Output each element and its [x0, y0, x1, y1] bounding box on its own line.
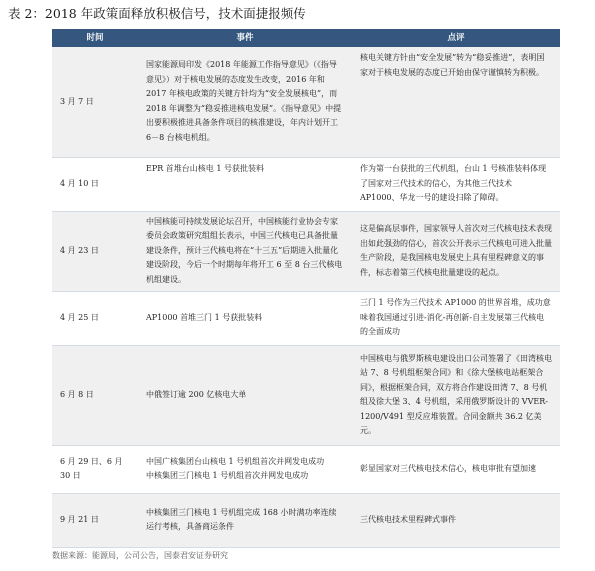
data-source-note: 数据来源：能源局，公司公告，国泰君安证券研究	[52, 551, 228, 560]
table-row	[52, 157, 560, 211]
row-date: 3 月 7 日	[52, 47, 138, 157]
events-table	[52, 29, 560, 548]
table-title: 表 2：2018 年政策面释放积极信号，技术面捷报频传	[8, 6, 306, 21]
header-time: 时间	[52, 29, 138, 47]
table-header-row	[52, 29, 560, 47]
table-row	[52, 345, 560, 445]
row-date: 9 月 21 日	[52, 493, 138, 547]
table-row	[52, 445, 560, 493]
table-row	[52, 291, 560, 345]
row-comment: 三门 1 号作为三代技术 AP1000 的世界首堆，成功意味着我国通过引进-消化-再创新-自主发展第三代核电的全面成功	[352, 291, 560, 345]
row-date: 4 月 10 日	[52, 157, 138, 211]
row-event: 国家能源局印发《2018 年能源工作指导意见》（《指导意见》）对于核电发展的态度发生改变，2016 年和 2017 年核电政策的关键方针均为“安全发展核电”，而 2018 年调整为“稳妥推进核电发展”。《指导意见》中提出要积极推进具备条件项目的核准建设，年内计划开工 6－8 台核电机组。	[138, 47, 352, 157]
header-event: 事件	[138, 29, 352, 47]
row-comment: 三代核电技术里程碑式事件	[352, 493, 560, 547]
table-row	[52, 493, 560, 547]
row-date: 6 月 29 日、6 月 30 日	[52, 445, 138, 493]
table-row	[52, 47, 560, 157]
table-row	[52, 211, 560, 291]
row-event: 中国广核集团台山核电 1 号机组首次并网发电成功 中核集团三门核电 1 号机组首次并网发电成功	[138, 445, 352, 493]
row-comment: 彰显国家对三代核电技术信心，核电审批有望加速	[352, 445, 560, 493]
header-comment: 点评	[352, 29, 560, 47]
row-event: AP1000 首堆三门 1 号获批装料	[138, 291, 352, 345]
row-comment: 作为第一台获批的三代机组，台山 1 号核准装料体现了国家对三代技术的信心，为其他三代技术 AP1000、华龙一号的建设扫除了障碍。	[352, 157, 560, 211]
row-date: 6 月 8 日	[52, 345, 138, 445]
row-event: 中俄签订逾 200 亿核电大单	[138, 345, 352, 445]
row-event: 中国核能可持续发展论坛召开，中国核能行业协会专家委员会政策研究组组长表示，中国三代核电已具备批量建设条件，预计三代核电将在“十三五”后期进入批量化建设阶段，今后一个时期每年将开工 6 至 8 台三代核电机组建设。	[138, 211, 352, 291]
row-comment: 中国核电与俄罗斯核电建设出口公司签署了《田湾核电站 7、8 号机组框架合同》和《徐大堡核电站框架合同》，根据框架合同，双方将合作建设田湾 7、8 号机组及徐大堡 3、4 号机组，采用俄罗斯设计的 VVER-1200/V491 型反应堆装置。合同金额共 36.2 亿美元。	[352, 345, 560, 445]
row-date: 4 月 23 日	[52, 211, 138, 291]
row-date: 4 月 25 日	[52, 291, 138, 345]
row-comment: 核电关键方针由“安全发展”转为“稳妥推进”，表明国家对于核电发展的态度已开始由保守谨慎转为积极。	[352, 47, 560, 157]
row-event: EPR 首堆台山核电 1 号获批装料	[138, 157, 352, 211]
row-comment: 这是偏高层事件，国家领导人首次对三代核电技术表现出如此强劲的信心，首次公开表示三代核电可进入批量生产阶段，是我国核电发展史上具有里程碑意义的事件，标志着第三代核电批量建设的起点。	[352, 211, 560, 291]
row-event: 中核集团三门核电 1 号机组完成 168 小时满功率连续运行考核，具备商运条件	[138, 493, 352, 547]
